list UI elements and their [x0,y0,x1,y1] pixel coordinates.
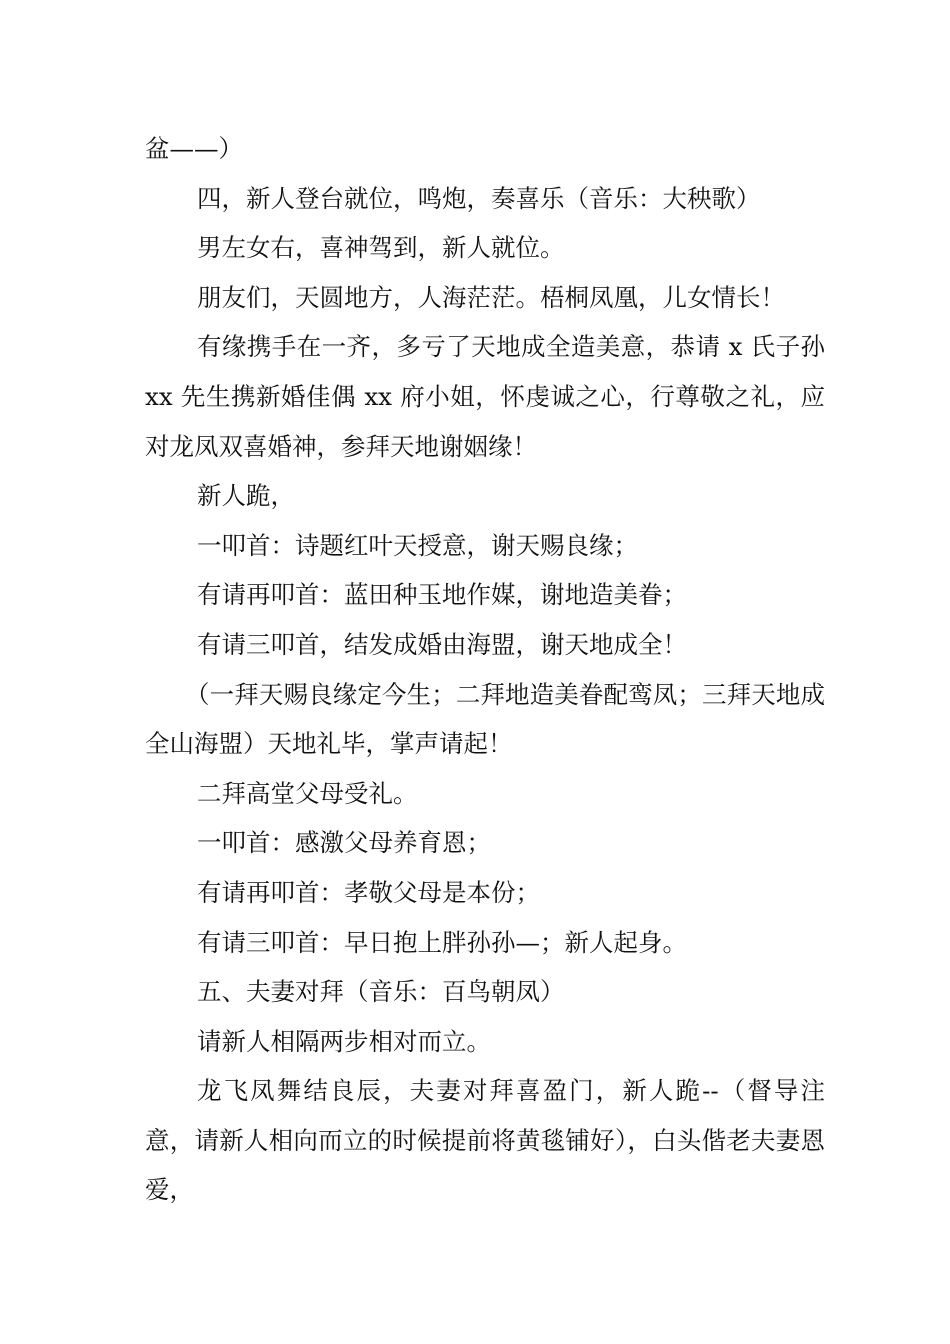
paragraph: 盆——） [145,134,243,163]
paragraph: 新人跪， [197,481,295,511]
paragraph: 有请再叩首：蓝田种玉地作媒，谢地造美眷； [197,580,687,610]
paragraph: 龙飞凤舞结良辰，夫妻对拜喜盈门，新人跪--（督导注意，请新人相向而立的时候提前将黄毯铺好），白头偕老夫妻恩爱， [145,1076,825,1205]
paragraph: 一叩首：诗题红叶天授意，谢天赐良缘； [197,530,638,560]
paragraph: 有请再叩首：孝敬父母是本份； [197,877,540,907]
paragraph: 有缘携手在一齐，多亏了天地成全造美意，恭请 x 氏子孙 xx 先生携新婚佳偶 xx 府小姐，怀虔诚之心，行尊敬之礼，应对龙凤双喜婚神，参拜天地谢姻缘！ [145,332,825,461]
paragraph: （一拜天赐良缘定今生；二拜地造美眷配鸾凤；三拜天地成全山海盟）天地礼毕，掌声请起！ [145,679,825,759]
paragraph: 有请三叩首：早日抱上胖孙孙—；新人起身。 [197,927,687,957]
paragraph: 四，新人登台就位，鸣炮，奏喜乐（音乐：大秧歌） [197,183,761,213]
paragraph: 男左女右，喜神驾到，新人就位。 [197,233,565,263]
paragraph: 有请三叩首，结发成婚由海盟，谢天地成全！ [197,629,687,659]
document-body [145,124,825,1215]
paragraph: 五、夫妻对拜（音乐：百鸟朝凤） [197,977,565,1007]
paragraph: 一叩首：感激父母养育恩； [197,828,491,858]
paragraph: 请新人相隔两步相对而立。 [197,1026,491,1056]
paragraph: 朋友们，天圆地方，人海茫茫。梧桐凤凰，儿女情长！ [197,282,785,312]
paragraph: 二拜高堂父母受礼。 [197,778,418,808]
